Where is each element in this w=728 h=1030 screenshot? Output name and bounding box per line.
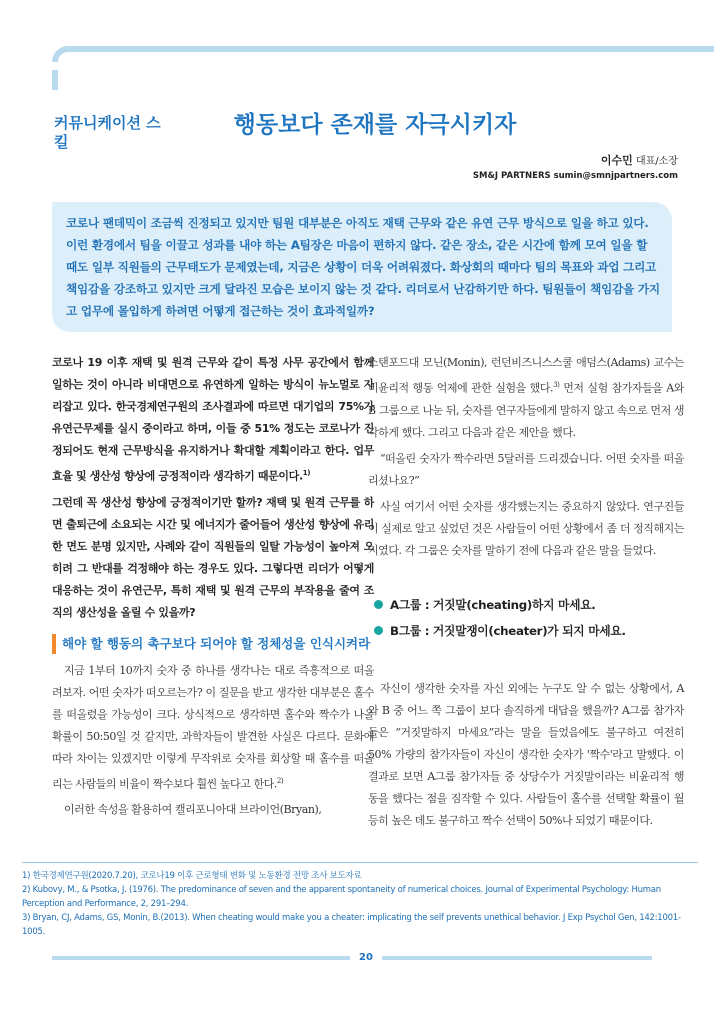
intro-box: 코로나 팬데믹이 조금씩 진정되고 있지만 팀원 대부분은 아직도 재택 근무와 같은 유연 근무 방식으로 일을 하고 있다. 이런 환경에서 팀을 이끌고 성과를 내야 하는 A팀장은 마음이 편하지 않다. 같은 장소, 같은 시간에 함께 모여 일을 할 때도 일부 직원들의 근무태도가 문제였는데, 지금은 상황이 더욱 어려워졌다. 화상회의 때마다 팀의 목표와 과업 그리고 책임감을 강조하고 있지만 크게 달라진 모습은 보이지 않는 것 같다. 리더로서 난감하기만 하다. 팀원들이 책임감을 가지고 업무에 몰입하게 하려면 어떻게 접근하는 것이 효과적일까? bbox=[52, 202, 672, 332]
group-bullet-list bbox=[368, 592, 684, 644]
footnote-2: 2) Kubovy, M., & Psotka, J. (1976). The predominance of seven and the apparent spontaneity of numerical choices. Journal of Experimental Psychology: Human Perception and Performance, 2, 291–294. bbox=[22, 885, 661, 909]
author-name: 이수민 bbox=[600, 154, 633, 167]
subheading: 해야 할 행동의 촉구보다 되어야 할 정체성을 인식시켜라 bbox=[52, 634, 374, 654]
left-paragraph-3-text: 지금 1부터 10까지 숫자 중 하나를 생각나는 대로 즉흥적으로 떠올려보자. 어떤 숫자가 떠오르는가? 이 질문을 받고 생각한 대부분은 홀수를 떠올렸을 가능성이 크다. 상식적으로 생각하면 홀수와 짝수가 나올 확률이 50:50일 것 같지만, 과학자들이 발견한 사실은 다르다. 문화에 따라 차이는 있겠지만 이렇게 무작위로 숫자를 회상할 때 홀수를 떠올리는 사람들의 비율이 짝수보다 훨씬 높다고 한다. bbox=[52, 663, 374, 791]
bullet-dot-icon bbox=[374, 600, 383, 609]
right-paragraph-2: 사실 여기서 어떤 숫자를 생각했는지는 중요하지 않았다. 연구진들이 실제로 알고 싶었던 것은 사람들이 어떤 상황에서 좀 더 정직해지는 지였다. 각 그룹은 숫자를 말하기 전에 다음과 같은 말을 들었다. bbox=[368, 499, 684, 557]
left-paragraph-1 bbox=[52, 352, 374, 488]
author-role: 대표/소장 bbox=[635, 156, 678, 167]
author-line bbox=[601, 152, 678, 168]
right-paragraph-1-text: 스탠포드대 모닌(Monin), 런던비즈니스스쿨 애덤스(Adams) 교수는 비윤리적 행동 억제에 관한 실험을 했다. bbox=[368, 356, 684, 395]
footnote-ref-2: 2) bbox=[276, 776, 284, 785]
footnote-ref-1: 1) bbox=[302, 469, 311, 477]
page-frame-left bbox=[52, 70, 58, 90]
left-paragraph-2: 그런데 꼭 생산성 향상에 긍정적이기만 할까? 재택 및 원격 근무를 하면 출퇴근에 소요되는 시간 및 에너지가 줄어들어 생산성 향상에 유리한 면도 분명 있지만, 사례와 같이 직원들의 일탈 가능성이 높아져 오히려 그 반대를 걱정해야 하는 경우도 있다. 그렇다면 리더가 어떻게 대응하는 것이 유연근무, 특히 재택 및 원격 근무의 부작용을 줄여 조직의 생산성을 올릴 수 있을까? bbox=[52, 495, 374, 619]
footnote-divider bbox=[22, 862, 698, 863]
left-paragraph-4: 이러한 속성을 활용하여 캘리포니아대 브라이언(Bryan), bbox=[64, 803, 322, 817]
page-number: 20 bbox=[350, 950, 382, 966]
bullet-group-a-text: A그룹 : 거짓말(cheating)하지 마세요. bbox=[390, 597, 596, 612]
bullet-group-b bbox=[368, 618, 684, 644]
footnote-1: 1) 한국경제연구원(2020.7.20), 코로나19 이후 근로형태 변화 및 노동환경 전망 조사 보도자료 bbox=[22, 871, 362, 881]
right-paragraph-3: 자신이 생각한 숫자를 자신 외에는 누구도 알 수 없는 상황에서, A와 B 중 어느 쪽 그룹이 보다 솔직하게 대답을 했을까? A그룹 참가자들은 “거짓말하지 마세요”라는 말을 들었음에도 불구하고 여전히 50% 가량의 참가자들이 자신이 생각한 숫자가 '짝수'라고 말했다. 이 결과로 보면 A그룹 참가자들 중 상당수가 거짓말이라는 비윤리적 행동을 했다는 점을 짐작할 수 있다. 사람들이 홀수를 선택할 확률이 월등히 높은 데도 불구하고 짝수 선택이 50%나 되었기 때문이다. bbox=[368, 681, 684, 827]
author-company: SM&J PARTNERS sumin@smnjpartners.com bbox=[472, 171, 678, 181]
right-paragraph-1 bbox=[368, 352, 684, 444]
footnote-ref-3: 3) bbox=[553, 381, 560, 389]
bullet-group-b-text: B그룹 : 거짓말쟁이(cheater)가 되지 마세요. bbox=[390, 623, 626, 638]
section-label: 커뮤니케이션 스킬 bbox=[54, 114, 161, 151]
footnotes bbox=[22, 862, 702, 939]
left-column bbox=[52, 352, 374, 825]
quote-paragraph: “떠올린 숫자가 짝수라면 5달러를 드리겠습니다. 어떤 숫자를 떠올리셨나요?” bbox=[368, 451, 684, 487]
bullet-group-a bbox=[368, 592, 684, 618]
footnote-3: 3) Bryan, CJ, Adams, GS, Monin, B.(2013). When cheating would make you a cheater: implicating the self prevents unethical behavior. J Exp Psychol Gen, 142:1001-1005. bbox=[22, 913, 681, 937]
page-frame-top bbox=[52, 46, 714, 62]
left-paragraph-3 bbox=[52, 660, 374, 796]
right-column bbox=[368, 352, 684, 836]
bullet-dot-icon bbox=[374, 626, 383, 635]
article-title: 행동보다 존재를 자극시키자 bbox=[233, 112, 517, 138]
left-paragraph-1-text: 코로나 19 이후 재택 및 원격 근무와 같이 특정 사무 공간에서 함께 일하는 것이 아니라 비대면으로 유연하게 일하는 방식이 뉴노멀로 자리잡고 있다. 한국경제연구원의 조사결과에 따르면 대기업의 75%가 유연근무제를 실시 중이라고 하며, 이들 중 51% 정도는 코로나가 진정되어도 현재 근무방식을 유지하거나 확대할 계획이라고 한다. 업무 효율 및 생산성 향상에 긍정적이라 생각하기 때문이다. bbox=[52, 356, 374, 483]
right-paragraph-1b-text: 먼저 실험 참가자들을 A와 B 그룹으로 나눈 뒤, 숫자를 연구자들에게 말하지 않고 속으로 먼저 생각하게 했다. 그리고 다음과 같은 제안을 했다. bbox=[368, 381, 684, 439]
